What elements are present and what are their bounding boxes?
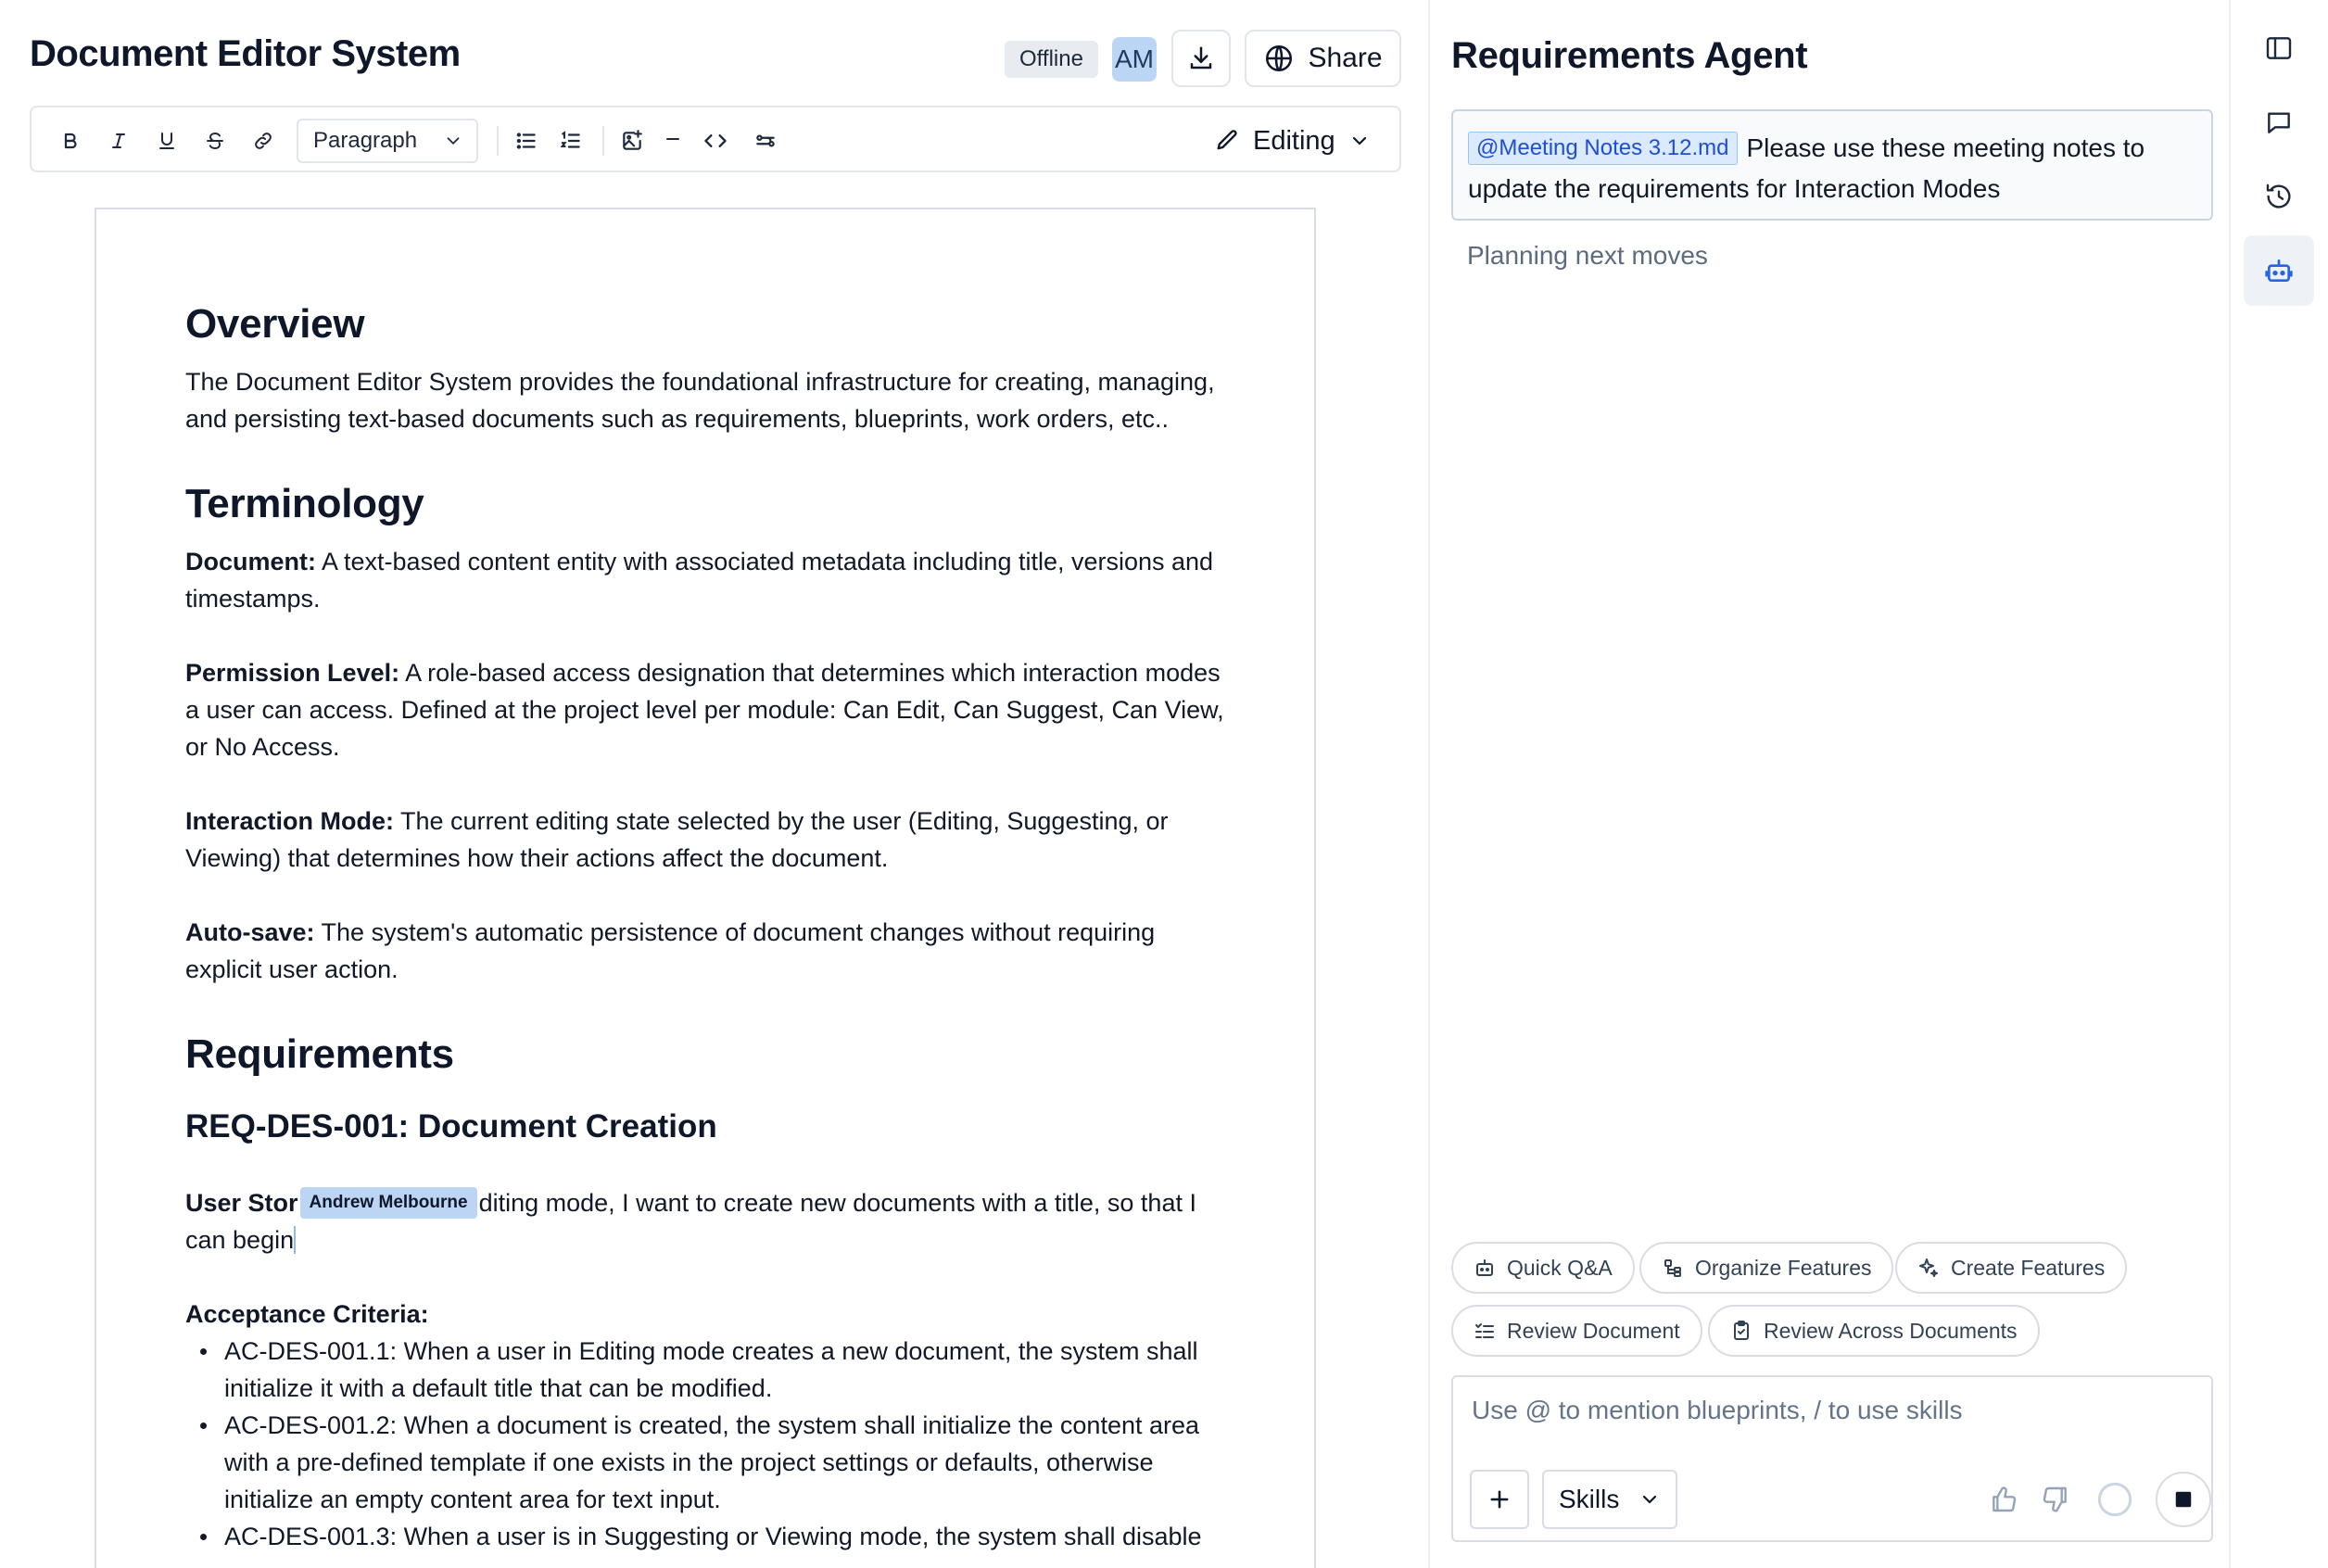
toggle-sidebar-button[interactable] [2244,13,2314,83]
code-block-button[interactable] [697,122,734,159]
document-page[interactable] [95,208,1316,1568]
numbered-list-icon [559,129,583,153]
checklist-icon [1474,1320,1496,1342]
skill-create-features-button[interactable]: Create Features [1895,1242,2127,1294]
version-history-button[interactable] [2244,161,2314,232]
globe-icon [1263,43,1295,74]
share-label: Share [1308,43,1383,73]
skill-organize-features-button[interactable]: Organize Features [1639,1242,1893,1294]
toolbar-divider [497,126,499,156]
requirements-heading: Requirements [185,1031,454,1077]
term-interaction-mode: Interaction Mode: The current editing state selected by the user (Editing, Suggesting, or Viewing) that determines how their actions affect the document. [185,807,1169,872]
chevron-down-icon [1348,130,1371,152]
user-avatar[interactable]: AM [1112,37,1157,82]
stop-icon [2173,1489,2194,1510]
thumbs-down-icon [2041,1485,2070,1514]
list-item: AC-DES-001.1: When a user in Editing mode creates a new document, the system shall initialize it with a default title that can be modified. [185,1333,1233,1407]
formatting-toolbar [30,106,1401,172]
bold-icon [59,130,82,152]
toolbar-divider [602,126,604,156]
diagram-button[interactable] [747,122,784,159]
sparkle-icon [1917,1257,1940,1279]
req-des-001-heading: REQ-DES-001: Document Creation [185,1108,717,1144]
skills-dropdown-label: Skills [1559,1485,1620,1513]
strikethrough-icon [204,130,226,152]
italic-button[interactable] [100,122,137,159]
strikethrough-button[interactable] [196,122,234,159]
document-content[interactable] [185,300,1233,1555]
user-story-paragraph [185,1184,1233,1258]
clipboard-check-icon [1730,1320,1752,1342]
bullet-list-button[interactable] [508,122,545,159]
mention-chip[interactable]: @Meeting Notes 3.12.md [1468,132,1738,165]
agent-button[interactable] [2244,235,2314,306]
underline-icon [156,130,178,152]
acceptance-criteria-list [185,1333,1233,1555]
bold-button[interactable] [52,122,89,159]
image-plus-icon [620,129,644,153]
plus-icon [1487,1486,1512,1512]
horizontal-rule-button[interactable] [654,122,691,159]
thumbs-up-button[interactable] [1985,1481,2022,1518]
list-item: AC-DES-001.3: When a user is in Suggesting or Viewing mode, the system shall disable [185,1518,1233,1555]
acceptance-criteria-label: Acceptance Criteria: [185,1300,429,1328]
italic-icon [108,130,130,152]
interaction-mode-label: Editing [1253,125,1335,156]
terminology-heading: Terminology [185,481,424,526]
pencil-icon [1214,128,1240,154]
term-document: Document: A text-based content entity with associated metadata including title, versions and timestamps. [185,548,1214,613]
link-button[interactable] [245,122,282,159]
right-rail [2233,0,2328,1568]
offline-status-badge: Offline [1005,41,1098,78]
sidebar-panel-icon [2264,33,2294,63]
paragraph-style-select[interactable] [297,119,478,163]
chat-composer [1451,1375,2213,1542]
thumbs-up-icon [1989,1485,2018,1514]
bullet-list-icon [514,129,538,153]
overview-paragraph: The Document Editor System provides the foundational infrastructure for creating, managing, and persisting text-based documents such as requirements, blueprints, work orders, etc.. [185,368,1215,433]
loading-circle-icon [2096,1479,2133,1520]
numbered-list-button[interactable] [552,122,589,159]
agent-status: Planning next moves [1467,241,1708,270]
thumbs-down-button[interactable] [2037,1481,2074,1518]
collaborator-caret [294,1226,296,1254]
workflow-icon [753,129,778,153]
history-icon [2264,182,2294,211]
chat-input[interactable] [1472,1396,2195,1425]
robot-icon [2264,256,2294,285]
chevron-down-icon [443,131,463,151]
interaction-mode-dropdown[interactable] [1214,119,1371,163]
term-auto-save: Auto-save: The system's automatic persistence of document changes without requiring explicit user action. [185,918,1156,983]
paragraph-style-value: Paragraph [313,128,418,153]
message-square-icon [2264,107,2294,137]
download-icon [1187,44,1215,72]
stop-generation-button[interactable] [2156,1472,2211,1527]
agent-pane [1432,0,2231,1568]
add-attachment-button[interactable] [1470,1470,1529,1529]
minus-icon [662,130,684,152]
document-title: Document Editor System [30,33,461,74]
skill-review-document-button[interactable]: Review Document [1451,1305,1702,1357]
share-button[interactable] [1245,30,1401,87]
skill-quick-qa-button[interactable]: Quick Q&A [1451,1242,1635,1294]
comments-button[interactable] [2244,87,2314,158]
robot-icon [1474,1257,1496,1279]
user-message-text: Please use these meeting notes to update the requirements for Interaction Modes [1468,133,2145,203]
progress-indicator [2096,1481,2133,1518]
collaborator-cursor-label: Andrew Melbourne [300,1187,477,1219]
insert-image-button[interactable] [614,122,651,159]
user-story-text: diting mode, I want to create new documents with a title, so that I can begin [185,1189,1196,1254]
chevron-down-icon [1638,1488,1661,1511]
user-message [1451,109,2213,221]
code-icon [702,128,728,154]
list-item: AC-DES-001.2: When a document is created, the system shall initialize the content area with a pre-defined template if one exists in the project settings or defaults, otherwise initialize an empty content area for text input. [185,1407,1233,1518]
overview-heading: Overview [185,301,365,347]
term-permission-level: Permission Level: A role-based access designation that determines which interaction modes a user can access. Defined at the project level per module: Can Edit, Can Suggest, Can View, or No Access. [185,659,1224,761]
organize-icon [1662,1257,1684,1279]
skill-review-across-documents-button[interactable]: Review Across Documents [1708,1305,2040,1357]
link-icon [252,130,274,152]
skills-dropdown[interactable] [1542,1470,1677,1529]
user-story-label: User Stor [185,1189,298,1217]
download-button[interactable] [1171,30,1231,87]
agent-title: Requirements Agent [1451,35,1808,76]
underline-button[interactable] [148,122,185,159]
